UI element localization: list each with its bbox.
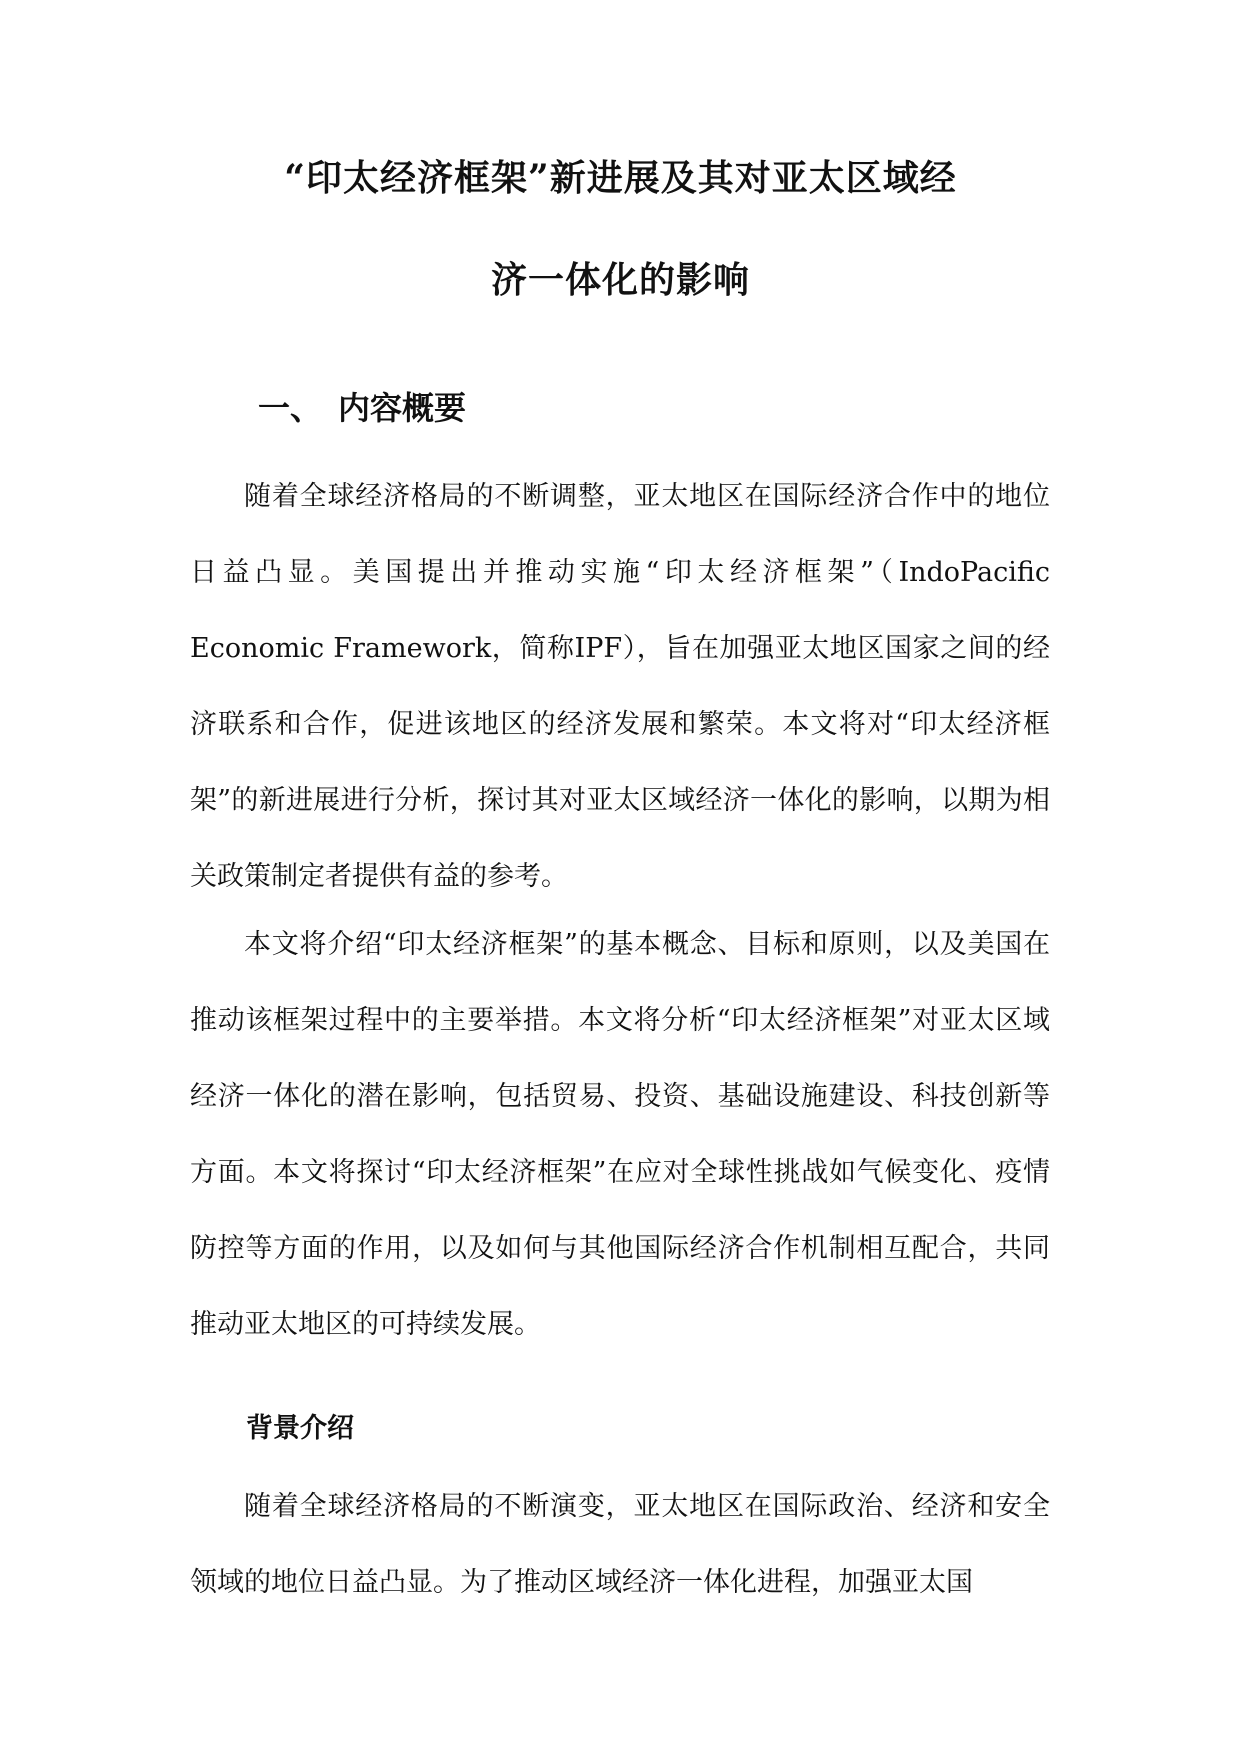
section-number: 一、	[258, 389, 323, 427]
section-heading-text: 内容概要	[338, 389, 467, 427]
paragraph-2: 本文将介绍“印太经济框架”的基本概念、目标和原则，以及美国在推动该框架过程中的主要举措。本文将分析“印太经济框架”对亚太区域经济一体化的潜在影响，包括贸易、投资、基础设施建设、科技创新等方面。本文将探讨“印太经济框架”在应对全球性挑战如气候变化、疫情防控等方面的作用，以及如何与其他国际经济合作机制相互配合，共同推动亚太地区的可持续发展。	[190, 929, 1050, 1340]
subheading-background: 背景介绍	[246, 1413, 354, 1444]
document-title-line-2: 济一体化的影响	[490, 259, 750, 301]
document-title-line-1: “印太经济框架”新进展及其对亚太区域经	[284, 157, 957, 199]
paragraph-1: 随着全球经济格局的不断调整，亚太地区在国际经济合作中的地位日益凸显。美国提出并推动实施“印太经济框架”（IndoPacific Economic Framework，简称IPF），旨在加强亚太地区国家之间的经济联系和合作，促进该地区的经济发展和繁荣。本文将对“印太经济框架”的新进展进行分析，探讨其对亚太区域经济一体化的影响，以期为相关政策制定者提供有益的参考。	[190, 481, 1050, 892]
paragraph-3: 随着全球经济格局的不断演变，亚太地区在国际政治、经济和安全领域的地位日益凸显。为了推动区域经济一体化进程，加强亚太国	[190, 1491, 1050, 1598]
section-heading-1	[258, 383, 466, 429]
